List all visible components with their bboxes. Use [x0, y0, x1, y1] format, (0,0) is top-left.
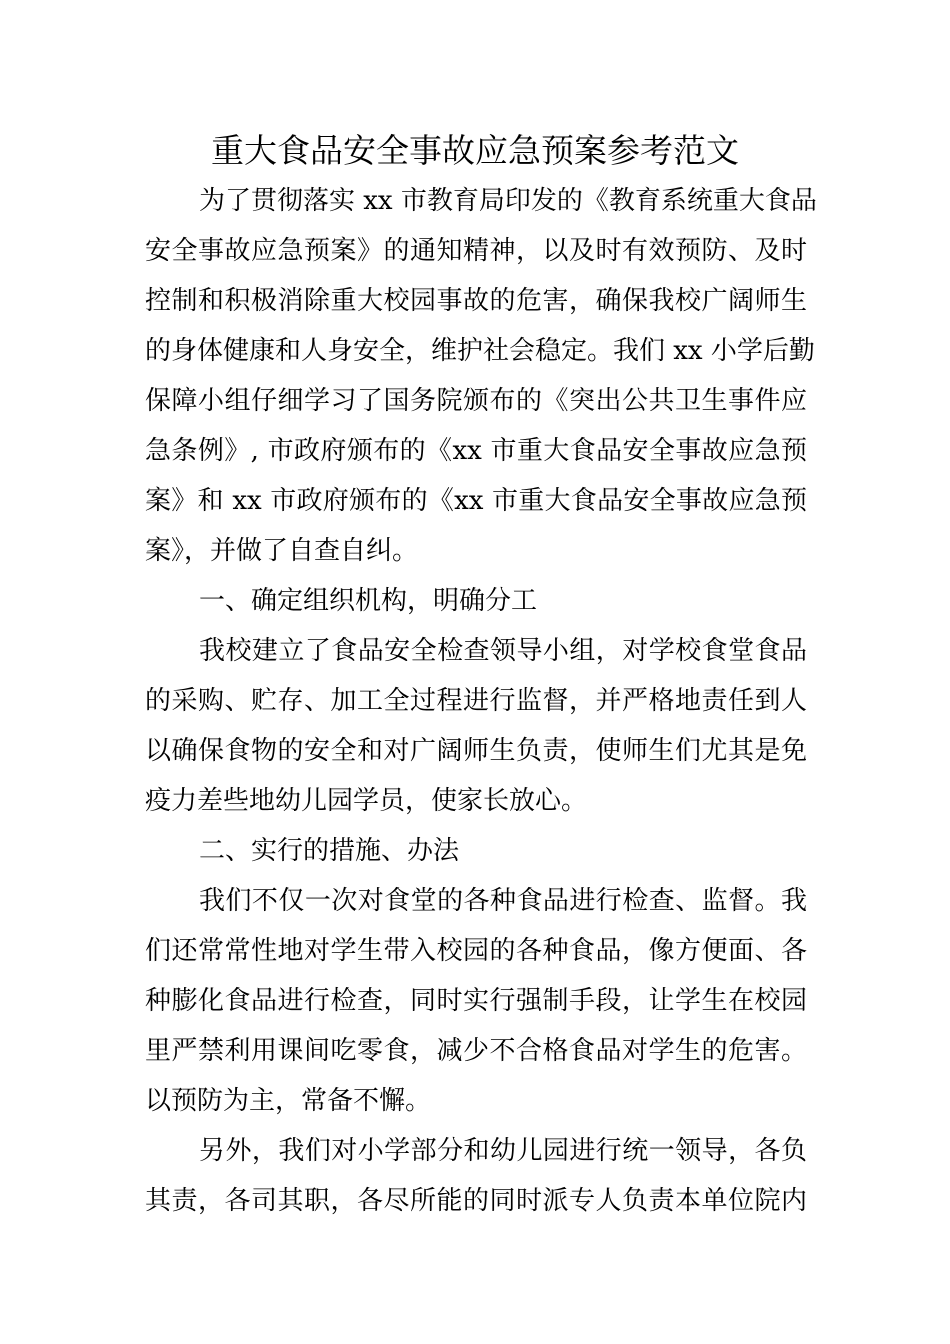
text-line: 疫力差些地幼儿园学员，使家长放心。 — [145, 786, 588, 816]
text-line: 我校建立了食品安全检查领导小组，对学校食堂食品 — [199, 636, 807, 666]
text-line: 里严禁利用课间吃零食，减少不合格食品对学生的危害。 — [145, 1036, 807, 1066]
text-line: 保障小组仔细学习了国务院颁布的《突出公共卫生事件应 — [145, 386, 807, 416]
text-line: 以预防为主，常备不懈。 — [145, 1086, 432, 1116]
text-line: 我们不仅一次对食堂的各种食品进行检查、监督。我 — [199, 886, 807, 916]
text-line: 以确保食物的安全和对广阔师生负责，使师生们尤其是免 — [145, 736, 807, 766]
document-body — [145, 176, 817, 1226]
text-line: 安全事故应急预案》的通知精神，以及时有效预防、及时 — [145, 236, 807, 266]
text-line: 其责，各司其职，各尽所能的同时派专人负责本单位院内 — [145, 1186, 807, 1216]
text-line: 急条例》, 市政府颁布的《xx 市重大食品安全事故应急预 — [145, 436, 807, 466]
text-line: 为了贯彻落实 xx 市教育局印发的《教育系统重大食品 — [199, 186, 817, 216]
text-line: 控制和积极消除重大校园事故的危害，确保我校广阔师生 — [145, 286, 807, 316]
document-title: 重大食品安全事故应急预案参考范文 — [211, 131, 739, 170]
text-line: 种膨化食品进行检查，同时实行强制手段，让学生在校园 — [145, 986, 807, 1016]
text-line: 一、确定组织机构，明确分工 — [199, 586, 538, 616]
text-line: 案》，并做了自查自纠。 — [145, 536, 419, 566]
text-line: 的身体健康和人身安全，维护社会稳定。我们 xx 小学后勤 — [145, 336, 815, 366]
text-line: 二、实行的措施、办法 — [199, 836, 460, 866]
text-line: 另外，我们对小学部分和幼儿园进行统一领导，各负 — [199, 1136, 807, 1166]
text-line: 的采购、贮存、加工全过程进行监督，并严格地责任到人 — [145, 686, 807, 716]
text-line: 们还常常性地对学生带入校园的各种食品，像方便面、各 — [145, 936, 807, 966]
text-line: 案》和 xx 市政府颁布的《xx 市重大食品安全事故应急预 — [145, 486, 807, 516]
